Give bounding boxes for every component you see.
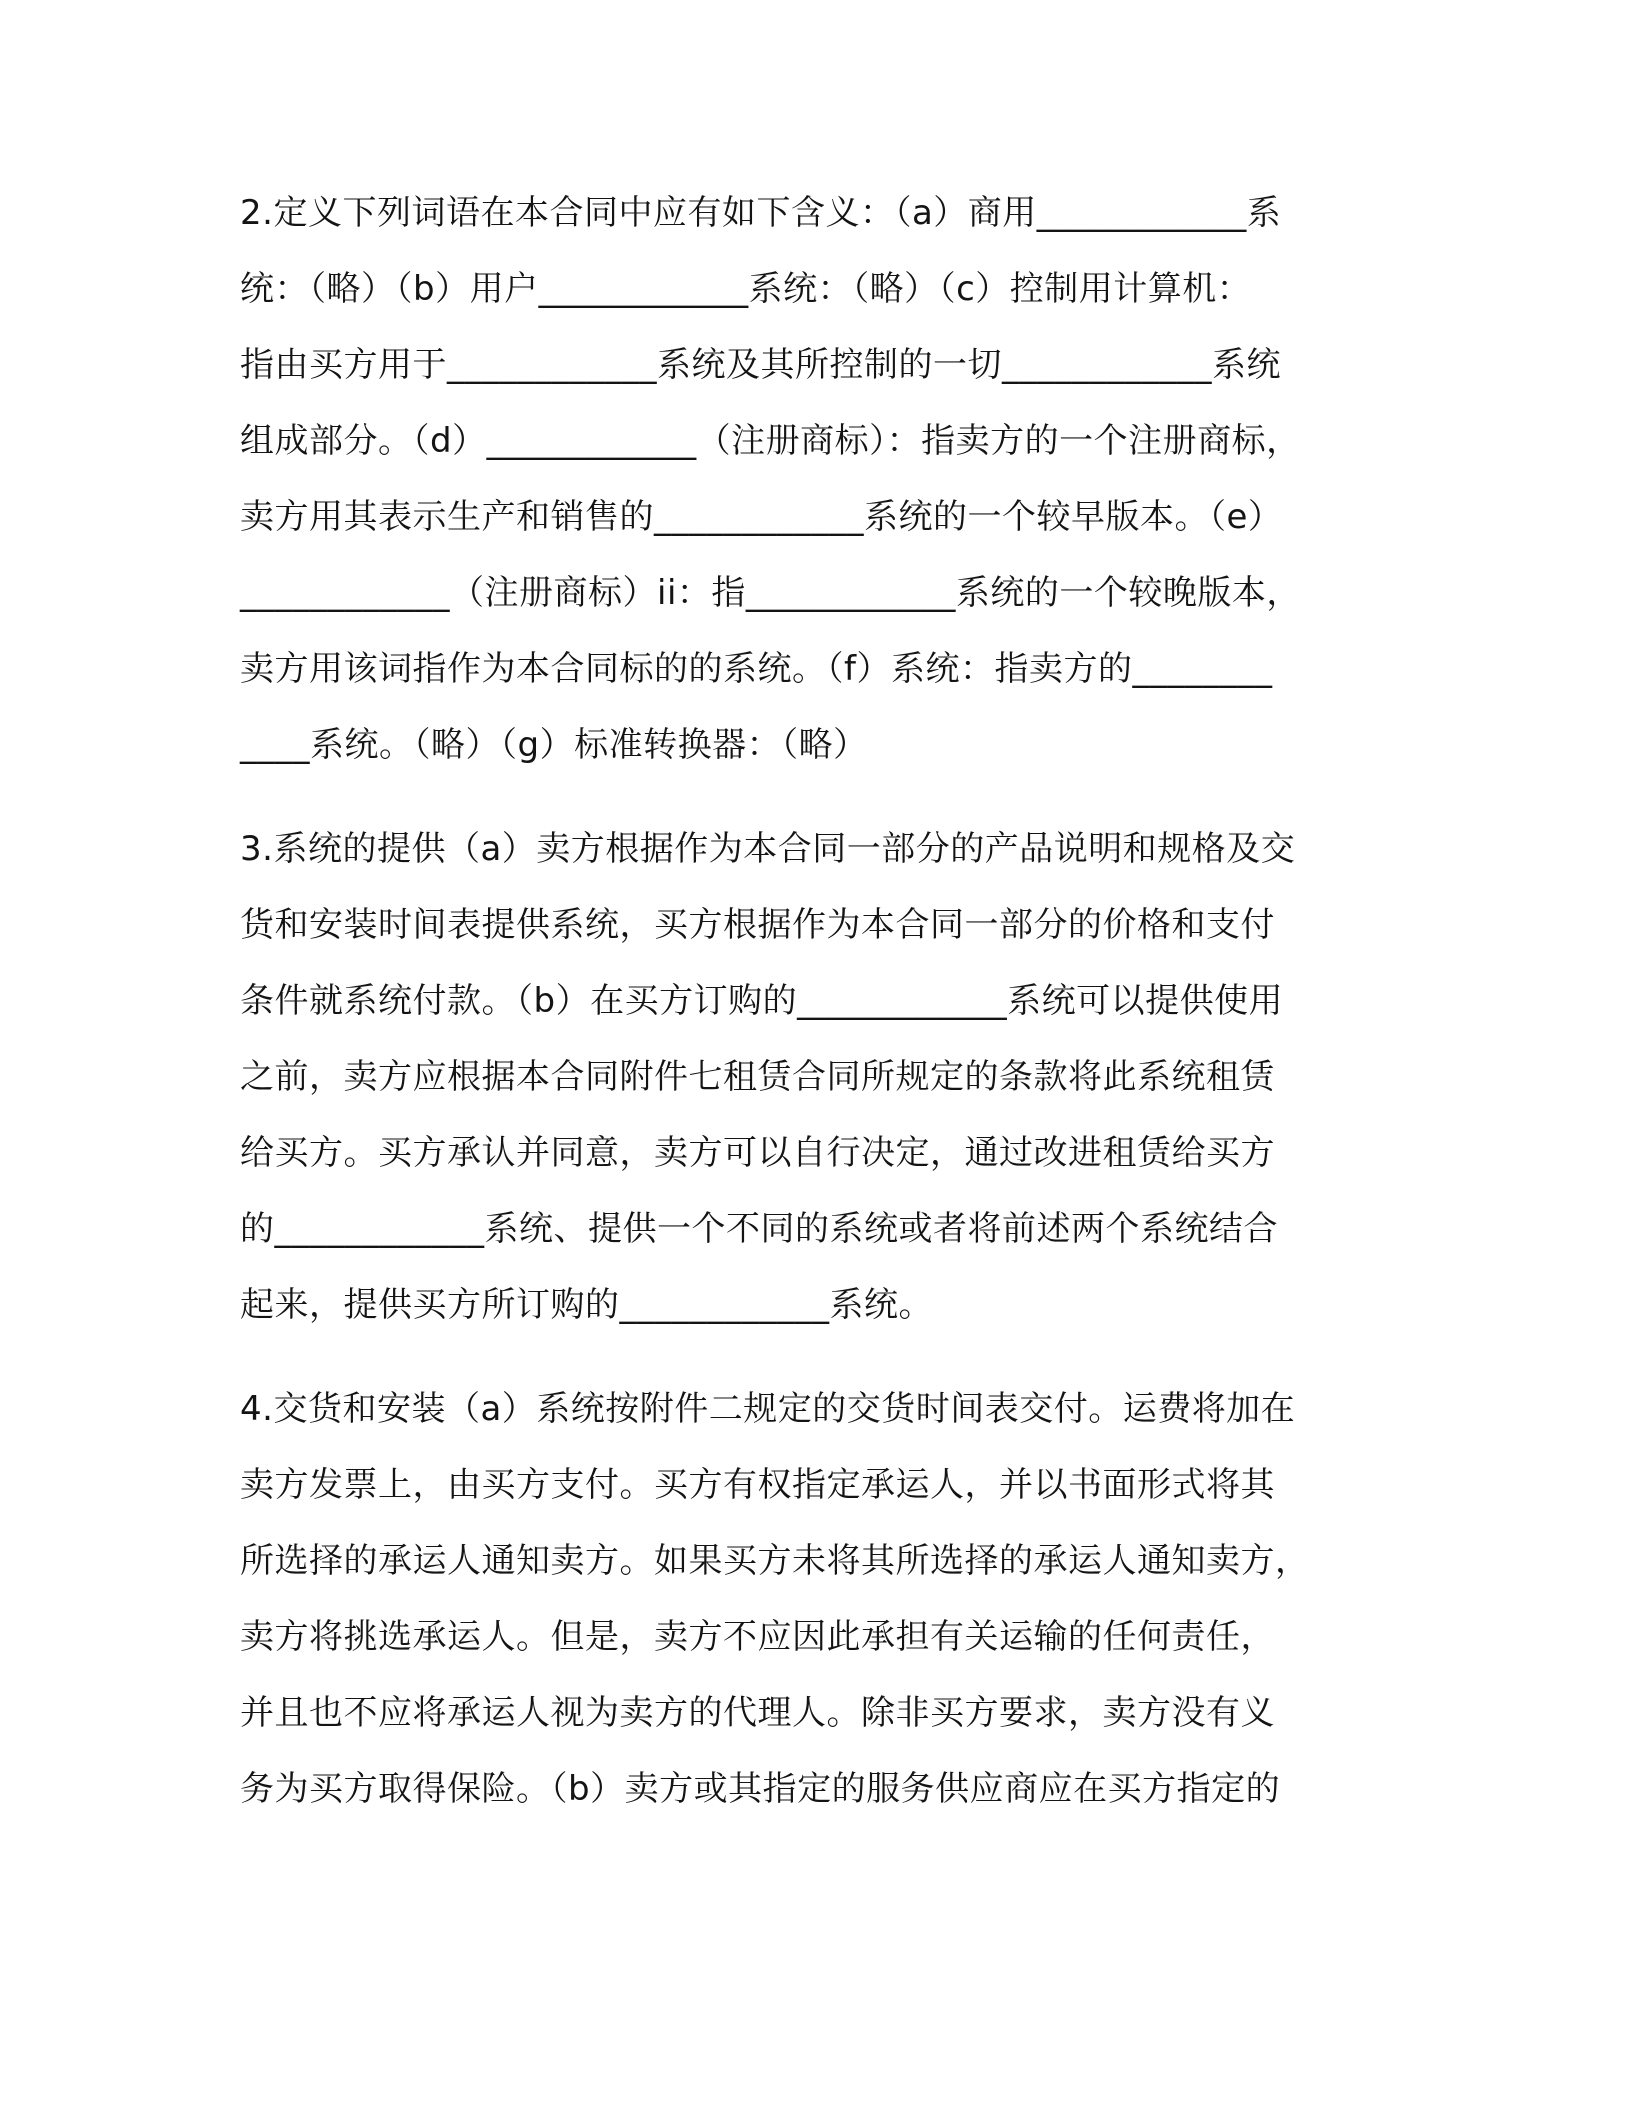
text-line: 卖方发票上，由买方支付。买方有权指定承运人，并以书面形式将其: [240, 1465, 1275, 1505]
text-line: ____系统。（略）（g）标准转换器：（略）: [240, 725, 868, 765]
text-line: 3.系统的提供（a）卖方根据作为本合同一部分的产品说明和规格及交: [240, 829, 1296, 869]
text-line: 给买方。买方承认并同意，卖方可以自行决定，通过改进租赁给买方: [240, 1133, 1275, 1173]
text-line: 卖方用该词指作为本合同标的的系统。（f）系统：指卖方的________: [240, 649, 1273, 689]
text-line: 之前，卖方应根据本合同附件七租赁合同所规定的条款将此系统租赁: [240, 1057, 1275, 1097]
text-line: 货和安装时间表提供系统，买方根据作为本合同一部分的价格和支付: [240, 905, 1275, 945]
text-line: 组成部分。（d）____________（注册商标）：指卖方的一个注册商标，: [240, 421, 1301, 461]
text-line: 条件就系统付款。（b）在买方订购的____________系统可以提供使用: [240, 981, 1284, 1021]
text-line: 4.交货和安装（a）系统按附件二规定的交货时间表交付。运费将加在: [240, 1389, 1296, 1429]
text-line: 指由买方用于____________系统及其所控制的一切____________系统: [240, 345, 1281, 385]
text-line: 起来，提供买方所订购的____________系统。: [240, 1285, 933, 1325]
text-line: 务为买方取得保险。（b）卖方或其指定的服务供应商应在买方指定的: [240, 1769, 1281, 1809]
text-line: 的____________系统、提供一个不同的系统或者将前述两个系统结合: [240, 1209, 1278, 1249]
text-line: 统：（略）（b）用户____________系统：（略）（c）控制用计算机：: [240, 269, 1252, 309]
text-line: 卖方用其表示生产和销售的____________系统的一个较早版本。（e）: [240, 497, 1283, 537]
text-line: 卖方将挑选承运人。但是，卖方不应因此承担有关运输的任何责任，: [240, 1617, 1275, 1657]
text-line: 并且也不应将承运人视为卖方的代理人。除非买方要求，卖方没有义: [240, 1693, 1275, 1733]
text-line: ____________（注册商标）ii：指____________系统的一个较晚版本，: [240, 573, 1301, 613]
text-line: 2.定义下列词语在本合同中应有如下含义：（a）商用____________系: [240, 193, 1282, 233]
text-line: 所选择的承运人通知卖方。如果买方未将其所选择的承运人通知卖方，: [240, 1541, 1310, 1581]
